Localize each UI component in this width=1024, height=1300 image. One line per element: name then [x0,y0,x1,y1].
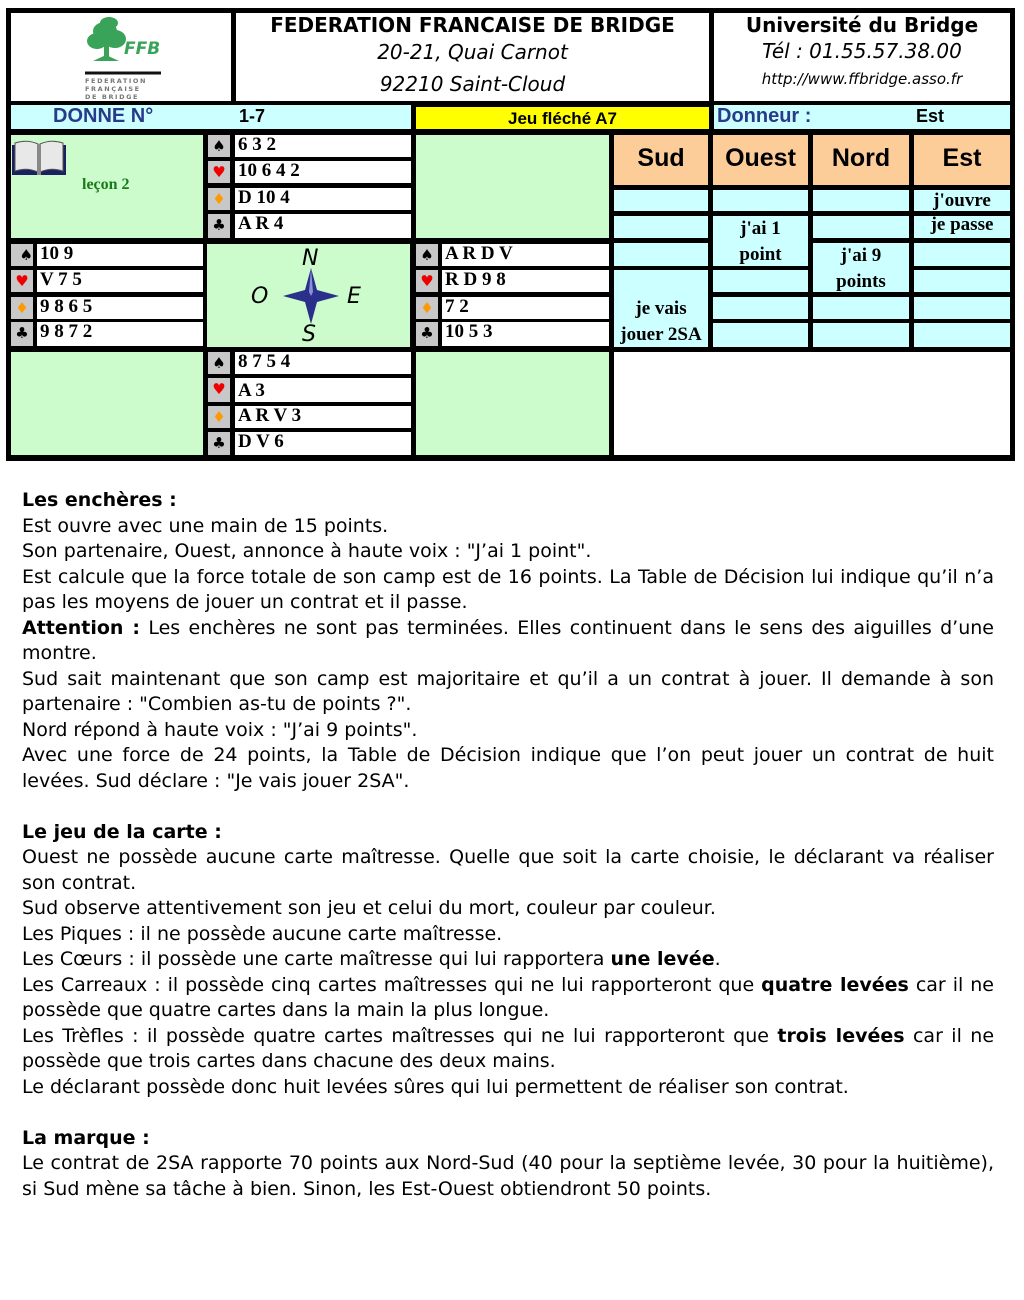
jeu-fleche-label: Jeu fléché A7 [508,109,617,128]
diamond-icon: ♦ [416,297,438,319]
donneur-label: Donneur : [717,105,812,127]
coeurs-bold: une levée [610,948,715,970]
federation-cell [236,13,709,101]
university-cell [714,13,1010,101]
bid-cell [614,216,708,238]
bid-cell [813,323,909,347]
bid-nord-line-2: points [836,271,886,292]
carreaux-text: Les Carreaux : il possède cinq cartes maîtresses qui ne lui rapporteront que [22,973,762,996]
bid-cell-ouest [713,216,808,266]
club-icon: ♣ [416,322,438,346]
coeurs-paragraph [22,947,994,973]
bid-cell [813,190,909,211]
top-right-cell [416,135,609,238]
bid-cell-nord [813,243,909,292]
bid-empty-area [614,352,1010,455]
east-spades: A R D V [442,244,609,266]
bid-cell [713,297,808,319]
club-icon: ♣ [208,432,230,455]
attention-label: Attention : [22,616,140,639]
east-hearts: R D 9 8 [442,270,609,292]
trefles-paragraph [22,1024,994,1075]
spade-icon: ♠ [416,244,438,266]
carreaux-bold: quatre levées [761,973,909,996]
bid-sud-line-2: jouer 2SA [620,324,702,345]
east-clubs: 10 5 3 [442,322,609,346]
paragraph: Est calcule que la force totale de son camp est de 16 points. La Table de Décision lui indique qu’il n’a pas les moyens de jouer un contrat et il passe. [22,565,994,613]
federation-address-2: 92210 Saint-Cloud [379,72,566,96]
spade-icon: ♠ [208,135,230,157]
trefles-end: car il ne possède que trois cartes dans chacune des deux mains. [22,1024,995,1072]
south-diamonds: A R V 3 [235,406,411,428]
lesson-label: leçon 2 [82,176,130,193]
bid-est-2: je passe [914,216,1010,238]
compass-north: N [302,246,319,271]
university-phone: Tél : 01.55.57.38.00 [762,39,962,63]
bid-nord-line-1: j'ai 9 [840,245,882,266]
bid-sud-line-1: je vais [635,298,687,319]
lesson-cell [11,135,203,238]
compass-east: E [347,284,361,309]
north-diamonds: D 10 4 [235,188,411,210]
bid-ouest-line-1: j'ai 1 [740,218,781,239]
bid-est-1: j'ouvre [914,190,1010,211]
bid-cell [614,243,708,266]
bid-cell [713,323,808,347]
university-url[interactable]: http://www.ffbridge.asso.fr [761,70,963,88]
west-clubs: 9 8 7 2 [37,322,203,346]
spade-icon: ♠ [208,352,230,374]
paragraph: Sud sait maintenant que son camp est majoritaire et qu’il a un contrat à jouer. Il demande à son partenaire : "Combien as-tu de points ?". [22,667,994,715]
logo-cell [11,13,231,101]
paragraph: Son partenaire, Ouest, annonce à haute voix : "J’ai 1 point". [22,540,592,562]
bid-header-ouest: Ouest [713,135,808,185]
logo-line-3: DE BRIDGE [85,93,140,101]
paragraph: Sud observe attentivement son jeu et celui du mort, couleur par couleur. [22,897,716,919]
paragraph: Nord répond à haute voix : "J’ai 9 points". [22,718,418,741]
south-spades: 8 7 5 4 [235,352,411,374]
jeu-fleche-cell [416,107,709,129]
article [22,488,994,1202]
west-spades: 10 9 [37,244,203,266]
section-title-jeu: Le jeu de la carte : [22,820,222,843]
bid-ouest-line-2: point [739,244,782,265]
west-diamonds: 9 8 6 5 [37,297,203,319]
bid-cell [713,270,808,292]
spade-icon: ♠ [11,244,33,266]
bid-cell [914,243,1010,266]
heart-icon: ♥ [11,270,33,292]
bid-cell [713,190,808,211]
bid-cell [914,297,1010,319]
bid-cell [813,216,909,238]
carreaux-end: car il ne possède que quatre cartes dans la main la plus longue. [22,973,994,1021]
trefles-bold: trois levées [777,1024,905,1047]
east-diamonds: 7 2 [442,297,609,319]
compass-south: S [302,322,316,347]
donneur-cell [714,105,1010,129]
section-title-encheres: Les enchères : [22,489,177,511]
section-title-marque: La marque : [22,1126,150,1149]
paragraph: Avec une force de 24 points, la Table de Décision indique que l’on peut jouer un contrat de huit levées. Sud déclare : "Je vais jouer 2SA". [22,744,994,792]
book-icon[interactable] [11,139,67,179]
bid-cell [914,323,1010,347]
south-clubs: D V 6 [235,432,411,455]
donne-cell [11,105,411,129]
trefles-text: Les Trèfles : il possède quatre cartes maîtresses qui ne lui rapporteront que [22,1024,778,1047]
ffb-initials: FFB [124,39,161,59]
diamond-icon: ♦ [208,188,230,210]
federation-title: FEDERATION FRANCAISE DE BRIDGE [270,13,675,37]
coeurs-text: Les Cœurs : il possède une carte maîtresse qui lui rapportera [22,948,611,970]
club-icon: ♣ [208,214,230,238]
coeurs-end: . [714,948,721,970]
north-clubs: A R 4 [235,214,411,238]
logo-line-1: FEDERATION [85,77,148,85]
compass-cell [207,244,410,347]
compass-west: O [251,284,269,309]
bid-cell-sud-2sa [614,270,708,347]
bottom-left-cell [11,352,203,455]
heart-icon: ♥ [416,270,438,292]
bid-header-sud: Sud [614,135,708,185]
bid-cell [614,190,708,211]
federation-address-1: 20-21, Quai Carnot [377,40,568,64]
bid-cell [813,297,909,319]
paragraph: Le contrat de 2SA rapporte 70 points aux Nord-Sud (40 pour la septième levée, 30 pour la huitième), si Sud mène sa tâche à bien. Sinon, les Est-Ouest obtiendront 50 points. [22,1152,994,1200]
bid-header-est: Est [914,135,1010,185]
club-icon: ♣ [11,322,33,346]
bid-header-nord: Nord [813,135,909,185]
logo-line-2: FRANÇAISE [85,85,141,93]
heart-icon: ♥ [208,378,230,402]
heart-icon: ♥ [208,161,230,183]
donneur-value: Est [916,106,945,126]
south-hearts: A 3 [235,378,411,402]
bottom-right-cell [416,352,609,455]
donne-label: DONNE N° [53,105,154,127]
diamond-icon: ♦ [11,297,33,319]
carreaux-paragraph [22,973,994,1024]
west-hearts: V 7 5 [37,270,203,292]
paragraph: Est ouvre avec une main de 15 points. [22,514,389,537]
paragraph: Les Piques : il ne possède aucune carte maîtresse. [22,922,503,945]
north-spades: 6 3 2 [235,135,411,157]
attention-text: Les enchères ne sont pas terminées. Elles continuent dans le sens des aiguilles d’une montre. [22,616,994,664]
attention-paragraph [22,616,994,667]
donne-value: 1-7 [239,106,266,126]
paragraph: Le déclarant possède donc huit levées sûres qui lui permettent de réaliser son contrat. [22,1075,849,1098]
diamond-icon: ♦ [208,406,230,428]
paragraph: Ouest ne possède aucune carte maîtresse. Quelle que soit la carte choisie, le déclarant va réaliser son contrat. [22,846,994,894]
bid-cell [914,270,1010,292]
university-title: Université du Bridge [745,13,979,37]
north-hearts: 10 6 4 2 [235,161,411,183]
